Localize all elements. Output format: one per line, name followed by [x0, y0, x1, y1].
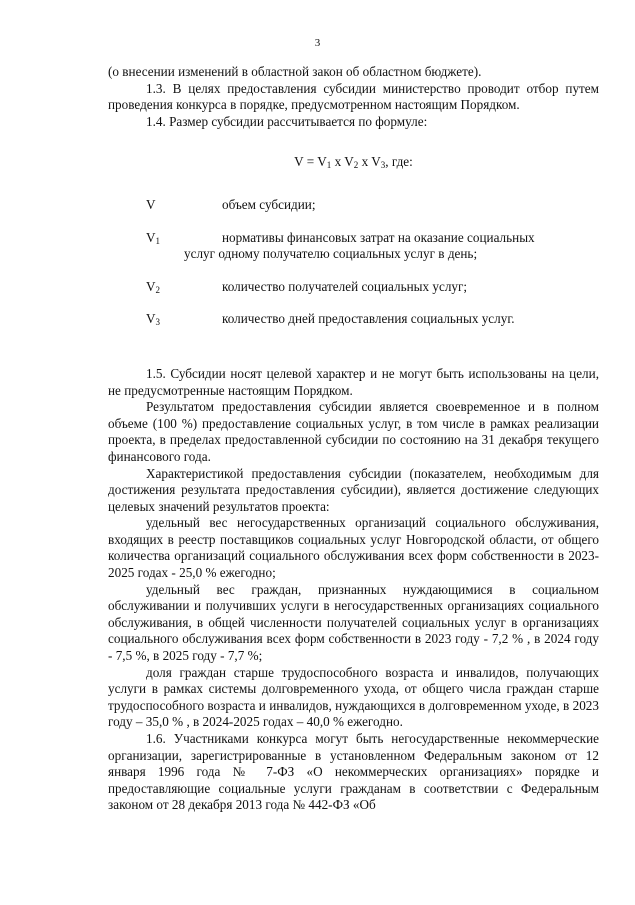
target-paragraph-1: удельный вес негосударственных организаций социального обслуживания, входящих в реестр поставщиков социальных услуг Новгородской области, от общего количества организаций социального обслуживания всех форм собственности в 2023-2025 годах - 25,0 % ежегодно;: [108, 515, 599, 581]
variable-symbol: V: [146, 196, 156, 212]
formula-tail: , где:: [385, 154, 413, 170]
page-number: 3: [314, 37, 321, 49]
variable-row: [108, 197, 599, 214]
variable-definition: количество получателей социальных услуг;: [222, 278, 468, 294]
paragraph-1-3: 1.3. В целях предоставления субсидии министерство проводит отбор путем проведения конкурса в порядке, предусмотренном настоящим Порядком.: [108, 80, 599, 113]
variable-symbol: $V_2$: [146, 278, 161, 295]
variable-row: [108, 230, 599, 263]
variable-definition: количество дней предоставления социальных услуг.: [222, 311, 515, 327]
formula-v: V = V: [294, 154, 327, 170]
formula-x2: x V: [358, 154, 381, 170]
formula-sub-2: 2: [353, 160, 359, 171]
formula-sub-3: 3: [380, 160, 386, 171]
formula-sub-1: 1: [326, 160, 332, 171]
variable-symbol: $V_1$: [146, 229, 161, 246]
variable-row: [108, 279, 599, 296]
variable-symbol: $V_3$: [146, 311, 161, 328]
variable-definition: объем субсидии;: [222, 196, 316, 212]
target-paragraph-3: доля граждан старше трудоспособного возраста и инвалидов, получающих услуги в рамках системы долговременного ухода, от общего числа граждан старше трудоспособного возраста и инвалидов, нуждающихся в долговременном уходе, в 2023 году – 35,0 % , в 2024-2025 годах – 40,0 % ежегодно.: [108, 664, 599, 730]
document-body: [108, 64, 599, 814]
variable-row: [108, 311, 599, 328]
paragraph-1-4: 1.4. Размер субсидии рассчитывается по формуле:: [146, 113, 428, 129]
result-paragraph: Результатом предоставления субсидии является своевременное и в полном объеме (100 %) предоставление социальных услуг, в том числе в рамках реализации проекта, в пределах предоставленной субсидии по состоянию на 31 декабря текущего финансового года.: [108, 399, 599, 464]
variable-definition: нормативы финансовых затрат на оказание социальных услуг одному получателю социальных услуг в день;: [184, 229, 535, 262]
target-paragraph-2: удельный вес граждан, признанных нуждающимися в социальном обслуживании и получивших услуги в негосударственных организациях социального обслуживания, в общей численности получателей социальных услуг в организациях социального обслуживания всех форм собственности в 2023 году - 7,2 % , в 2024 году - 7,5 %, в 2025 году - 7,7 %;: [108, 581, 599, 664]
characteristic-paragraph: Характеристикой предоставления субсидии (показателем, необходимым для достижения результата предоставления субсидии), является достижение следующих целевых значений результатов проекта:: [108, 465, 599, 514]
paragraph-1-6: 1.6. Участниками конкурса могут быть негосударственные некоммерческие организации, зарегистрированные в установленном Федеральным законом от 12 января 1996 года № 7-ФЗ «О некоммерческих организациях» порядке и предоставляющие социальные услуги гражданам в соответствии с Федеральным законом от 28 декабря 2013 года № 442-ФЗ «Об: [108, 731, 599, 813]
formula-x1: x V: [331, 154, 354, 170]
paragraph-1-5: 1.5. Субсидии носят целевой характер и не могут быть использованы на цели, не предусмотренные настоящим Порядком.: [108, 365, 599, 398]
spacer: [108, 344, 599, 366]
formula: [108, 154, 599, 171]
intro-paragraph: (о внесении изменений в областной закон об областном бюджете).: [108, 64, 482, 79]
